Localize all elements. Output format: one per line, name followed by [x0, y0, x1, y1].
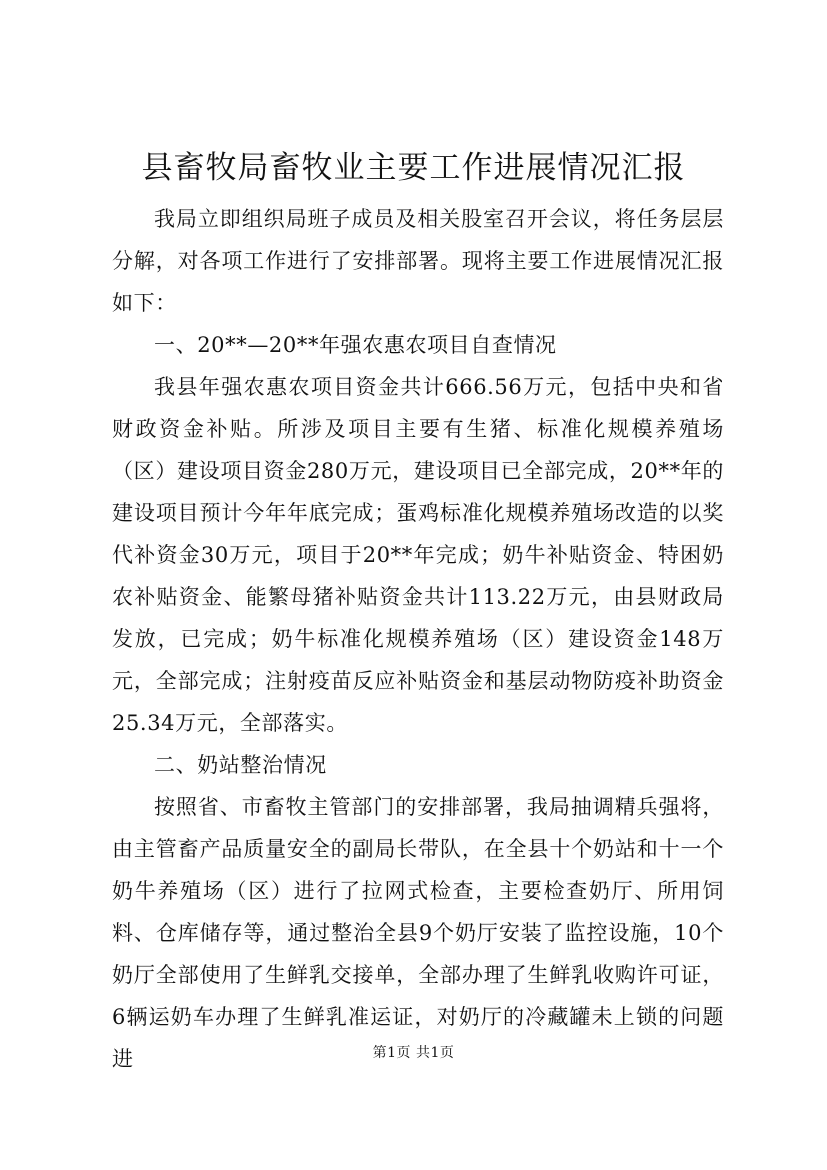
document-body: [112, 198, 724, 1080]
section-2-paragraph: 按照省、市畜牧主管部门的安排部署，我局抽调精兵强将，由主管畜产品质量安全的副局长带队，在全县十个奶站和十一个奶牛养殖场（区）进行了拉网式检查，主要检查奶厅、所用饲料、仓库储存等，通过整治全县9个奶厅安装了监控设施，10个奶厅全部使用了生鲜乳交接单，全部办理了生鲜乳收购许可证，6辆运奶车办理了生鲜乳准运证，对奶厅的冷藏罐未上锁的问题进: [112, 795, 724, 1071]
section-1-heading: 一、20**—20**年强农惠农项目自查情况: [154, 333, 557, 357]
document-title: 县畜牧局畜牧业主要工作进展情况汇报: [141, 150, 686, 186]
page-footer: 第1页 共1页: [372, 1045, 455, 1061]
section-1-paragraph: 我县年强农惠农项目资金共计666.56万元，包括中央和省财政资金补贴。所涉及项目主要有生猪、标准化规模养殖场（区）建设项目资金280万元，建设项目已全部完成，20**年的建设项目预计今年年底完成；蛋鸡标准化规模养殖场改造的以奖代补资金30万元，项目于20**年完成；奶牛补贴资金、特困奶农补贴资金、能繁母猪补贴资金共计113.22万元，由县财政局发放，已完成；奶牛标准化规模养殖场（区）建设资金148万元，全部完成；注射疫苗反应补贴资金和基层动物防疫补助资金25.34万元，全部落实。: [112, 375, 724, 735]
section-2-heading: 二、奶站整治情况: [154, 753, 327, 777]
intro-paragraph: 我局立即组织局班子成员及相关股室召开会议，将任务层层分解，对各项工作进行了安排部署。现将主要工作进展情况汇报如下：: [112, 207, 724, 315]
